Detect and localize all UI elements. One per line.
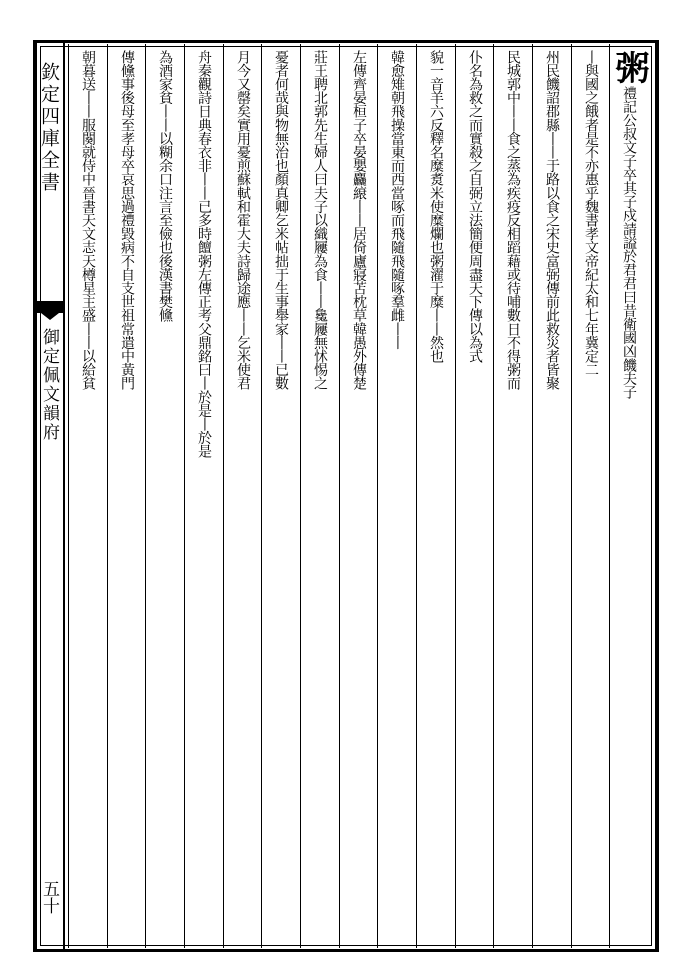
column-text: 朝暮送丨丨服闋就侍中晉書天文志天樽星主盛丨丨以給貧 bbox=[80, 50, 96, 391]
text-column bbox=[534, 50, 571, 940]
column-text: 舟秦觀詩日典春衣非丨丨已多時饘粥左傳正考父鼎銘曰丨於是丨於是 bbox=[196, 50, 212, 459]
column-text: 左傳齊晏桓子卒晏嬰麤縗丨丨居倚廬寢苫枕草韓愚外傳楚 bbox=[351, 50, 367, 391]
text-column bbox=[418, 50, 455, 940]
section-title: 御定佩文韻府 bbox=[39, 328, 59, 442]
column-text: 仆名為救之而實殺之自弼立法簡便周盡天下傳以為式 bbox=[467, 50, 483, 363]
column-text: 貌一音羊六反釋名糜煑米使糜爛也粥濯于糜丨丨然也 bbox=[428, 50, 444, 363]
text-column bbox=[109, 50, 146, 940]
text-column bbox=[147, 50, 184, 940]
column-text: 禮記公叔文子卒其子戍請謚於君君曰昔衛國凶饑夫子 bbox=[621, 86, 637, 399]
page-number: 五十 bbox=[39, 880, 59, 914]
column-text: 莊王聘北郭先生婦人曰夫子以織屨為食丨丨毚屨無怵惕之 bbox=[312, 50, 328, 391]
text-column bbox=[573, 50, 610, 940]
text-column bbox=[70, 50, 107, 940]
column-text: 月今又罄矣實用憂煎蘇軾和霍大夫詩歸途應丨丨乞米使君 bbox=[235, 50, 251, 391]
column-text: 憂者何哉與物無治也顏真卿乞米帖拙于生事舉家丨丨已數 bbox=[273, 50, 289, 391]
text-column bbox=[495, 50, 532, 940]
column-text: 傳儵事後母至孝母卒哀思過禮毀病不自支世祖常遣中黃門 bbox=[119, 50, 135, 391]
text-column bbox=[611, 50, 648, 940]
headword: 粥 bbox=[609, 50, 649, 86]
text-column bbox=[186, 50, 223, 940]
text-column bbox=[341, 50, 378, 940]
book-title: 欽定四庫全書 bbox=[38, 62, 60, 194]
column-text: 州民饑詔郡縣丨丨于路以食之宋史富弼傳前此救災者皆聚 bbox=[544, 50, 560, 391]
text-column bbox=[225, 50, 262, 940]
column-text: 韓愈雉朝飛操當東而西當啄而飛隨飛隨啄羣雌丨丨 bbox=[389, 50, 405, 350]
text-column bbox=[263, 50, 300, 940]
text-column bbox=[302, 50, 339, 940]
column-text: 丨與國之餓者是不亦惠乎魏書孝文帝紀太和七年冀定二 bbox=[583, 50, 599, 377]
fishtail-mark bbox=[35, 301, 65, 313]
column-text: 民城郭中丨丨食之蒸為疾疫反相蹈藉或待哺數日不得粥而 bbox=[505, 50, 521, 391]
text-column bbox=[379, 50, 416, 940]
text-column bbox=[457, 50, 494, 940]
column-text: 為酒家貧丨丨以糊余口注言至儉也後漢書樊儵 bbox=[157, 50, 173, 323]
